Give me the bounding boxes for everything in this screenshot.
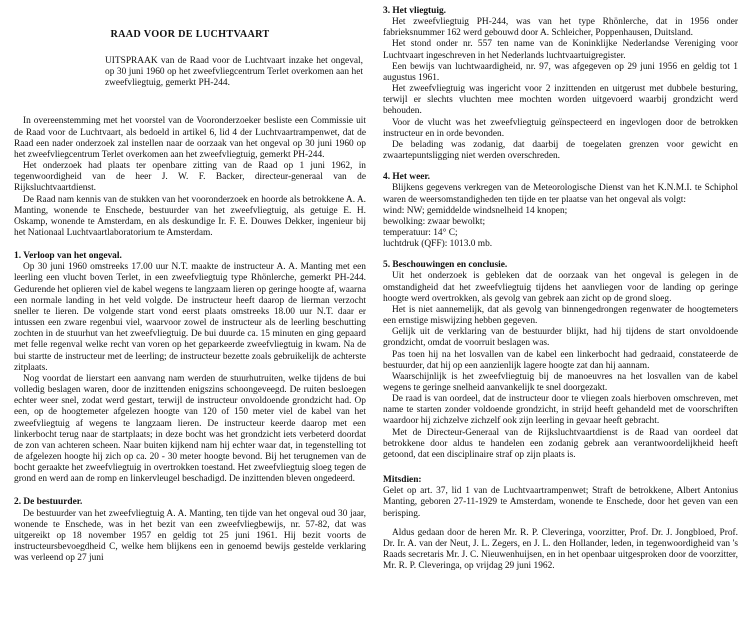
section-5-paragraph: De raad is van oordeel, dat de instructeur door te vliegen zoals hierboven omschreven, met name te starten zonder voldoende grondzicht, in strijd heeft gehandeld met de voorschriften waardoor hij zichzelve zichzelf ook zijn leerling in gevaar heeft gebracht. <box>383 394 738 427</box>
section-3-paragraph: De belading was zodanig, dat daarbij de toegelaten grenzen voor gewicht en zwaartepuntsligging niet werden overschreden. <box>383 139 738 162</box>
section-5-paragraph: Uit het onderzoek is gebleken dat de oorzaak van het ongeval is gelegen in de omstandigheid dat het zweefvliegtuig tijdens het aanvliegen voor de landing op geringe hoogte werd overtrokken, als gevolg van gebrek aan zicht op de grond sloeg. <box>383 271 738 304</box>
section-3-paragraph: Het zweefvliegtuig was ingericht voor 2 inzittenden en uitgerust met dubbele besturing, terwijl er slechts vluchten mee mochten worden uitgevoerd waarbij grondzicht werd behouden. <box>383 84 738 117</box>
section-2-heading: 2. De bestuurder. <box>14 497 83 508</box>
section-5-heading: 5. Beschouwingen en conclusie. <box>383 260 508 271</box>
weather-line: bewolking: zwaar bewolkt; <box>383 216 486 227</box>
section-4-paragraph: Blijkens gegevens verkregen van de Meteorologische Dienst van het K.N.M.I. te Schiphol waren de weersomstandigheden ten tijde en ter plaatse van het ongeval als volgt: <box>383 183 738 205</box>
section-3-paragraph: Een bewijs van luchtwaardigheid, nr. 97, was afgegeven op 29 juni 1956 en geldig tot 1 augustus 1961. <box>383 61 738 83</box>
left-column <box>14 0 366 564</box>
weather-line: temperatuur: 14° C; <box>383 227 458 238</box>
section-5-paragraph: Gelijk uit de verklaring van de bestuurder blijkt, had hij tijdens de start onvoldoende grondzicht, omdat de voorruit beslagen was. <box>383 327 738 349</box>
right-column <box>383 0 738 572</box>
intro-paragraph: In overeenstemming met het voorstel van de Vooronderzoeker besliste een Commissie uit de Raad voor de Luchtvaart, als bedoeld in artikel 6, lid 4 der Luchtvaartrampenwet, dat de Raad een nader onderzoek zal instellen naar de oorzaak van het ongeval op 30 juni 1960 op het zweefvliegcentrum Terlet overkomen aan het zweefvliegtuig, gemerkt PH-244. <box>14 116 366 160</box>
closing-paragraph: Aldus gedaan door de heren Mr. R. P. Cleveringa, voorzitter, Prof. Dr. J. Jongbloed, Prof. Dr. Ir. A. van der Neut, J. L. Zegers, en J. L. den Hollander, leden, in tegenwoordigheid van 's Raads secretaris Mr. J. C. Nieuwenhuijsen, en in het openbaar uitgesproken door de voorzitter, Mr. R. P. Cleveringa, op vrijdag 29 juni 1962. <box>383 527 738 572</box>
section-5-paragraph: Waarschijnlijk is het zweefvliegtuig bij de manoeuvres na het losvallen van de kabel wegens te geringe snelheid aanvankelijk te snel doorgezakt. <box>383 371 738 393</box>
weather-line: luchtdruk (QFF): 1013.0 mb. <box>383 239 493 250</box>
section-1-paragraph: Nog voordat de lierstart een aanvang nam werden de stuurhutruiten, welke tijdens de bui volledig beslagen waren, door de inzittenden enigszins schoongeveegd. De ruiten besloegen echter weer snel, zodat werd gestart, terwijl de instructeur onvoldoende grondzicht had. Op een, op de hoogtemeter afgelezen hoogte van 120 of 150 meter viel de kabel van het zweefvliegtuig af wegens te langzaam lieren. De instructeur keerde daarop met een linkerbocht terug naar de startplaats; in deze bocht was het grondzicht iets verbeterd doordat de zon van achteren scheen. Naar buiten kijkend nam hij echter waar dat, in tegenstelling tot de afgelezen hoogte hij zich op ca. 20 - 30 meter hoogte bevond. Bij het terugnemen van de bocht geraakte het zweefvliegtuig in overtrokken toestand. Het zweefvliegtuig sloeg tegen de grond en werd aan de romp en linkervleugel beschadigd. De inzittenden bleven ongedeerd. <box>14 373 366 485</box>
section-2-paragraph: De bestuurder van het zweefvliegtuig A. A. Manting, ten tijde van het ongeval oud 30 jaar, wonende te Enschede, was in het bezit van een zweefvliegbewijs, nr. 57-82, dat was uitgereikt op 18 november 1957 en geldig tot 25 juni 1961. Hij bezit voorts de instructeursbevoegdheid C, welke hem blijkens een in genoemd bewijs gestelde verklaring was verleend op 27 juni <box>14 508 366 564</box>
section-3-heading: 3. Het vliegtuig. <box>383 6 447 16</box>
mitsdien-paragraph: Gelet op art. 37, lid 1 van de Luchtvaartrampenwet; Straft de betrokkene, Albert Antonius Manting, geboren 27-11-1929 te Amsterdam, wonende te Enschede, door het geven van een berisping. <box>383 486 738 519</box>
intro-paragraph: Het onderzoek had plaats ter openbare zitting van de Raad op 1 juni 1962, in tegenwoordigheid van de heer J. W. F. Backer, directeur-generaal van de Rijksluchtvaartdienst. <box>14 161 366 194</box>
uitspraak-heading: UITSPRAAK van de Raad voor de Luchtvaart inzake het ongeval, op 30 juni 1960 op het zweefvliegcentrum Terlet overkomen aan het zweefvliegtuig, gemerkt PH-244. <box>105 56 363 89</box>
document-title: RAAD VOOR DE LUCHTVAART <box>110 29 270 40</box>
section-3-paragraph: Het zweefvliegtuig PH-244, was van het type Rhönlerche, dat in 1956 onder fabrieksnummer 162 werd gebouwd door A. Schleicher, Poppenhausen, Duitsland. <box>383 17 738 39</box>
section-5-paragraph: Pas toen hij na het losvallen van de kabel een linkerbocht had gedraaid, constateerde de bestuurder, dat hij op een aanzienlijk lagere hoogte zat dan hij aannam. <box>383 349 738 371</box>
mitsdien-heading: Mitsdien: <box>383 475 422 486</box>
intro-paragraph: De Raad nam kennis van de stukken van het vooronderzoek en hoorde als betrokkene A. A. Manting, wonende te Enschede, bestuurder van het zweefvliegtuig, als getuige E. H. Oskamp, wonende te Amsterdam, en als deskundige Ir. F. E. Douwes Dekker, ingenieur bij het Nationaal Luchtvaartlaboratorium te Amsterdam. <box>14 194 366 238</box>
section-4-heading: 4. Het weer. <box>383 172 431 183</box>
section-5-paragraph: Het is niet aannemelijk, dat als gevolg van binnengedrongen regenwater de hoogtemeters een ernstige miswijzing hebben gegeven. <box>383 304 738 327</box>
section-5-paragraph: Met de Directeur-Generaal van de Rijksluchtvaartdienst is de Raad van oordeel dat betrokkene door aldus te handelen een zodanig gebrek aan verantwoordelijkheid heeft getoond, dat een disciplinaire straf op zijn plaats is. <box>383 427 738 460</box>
section-3-paragraph: Het stond onder nr. 557 ten name van de Koninklijke Nederlandse Vereniging voor Luchtvaart ingeschreven in het Nederlands luchtvaartuigregister. <box>383 39 738 61</box>
section-1-heading: 1. Verloop van het ongeval. <box>14 251 122 262</box>
section-3-paragraph: Voor de vlucht was het zweefvliegtuig geïnspecteerd en ingevlogen door de betrokken instructeur en in orde bevonden. <box>383 117 738 139</box>
section-1-paragraph: Op 30 juni 1960 omstreeks 17.00 uur N.T. maakte de instructeur A. A. Manting met een leerling een vlucht boven Terlet, in een zweefvliegtuig type Rhönlerche, gemerkt PH-244. Gedurende het oplieren viel de kabel wegens te langzaam lieren op geringe hoogte af, waarna een normale landing in het veld volgde. De instructeur heeft daarop de lierman verzocht sneller te lieren. De volgende start vond eerst plaats omstreeks 18.00 uur N.T. daar er intussen een zware regenbui viel, waarvoor zowel de instructeur als de leerling beschutting zochten in de stuurhut van het zweefvliegtuig. De bui duurde ca. 15 minuten en ging gepaard met felle regenval welke recht van voren op het geparkeerde zweefvliegtuig in kwam. Na de bui startte de instructeur met de leerling; de instructeur bezette zoals gebruikelijk de achterste zitplaats. <box>14 262 366 373</box>
weather-line: wind: NW; gemiddelde windsnelheid 14 knopen; <box>383 205 568 216</box>
